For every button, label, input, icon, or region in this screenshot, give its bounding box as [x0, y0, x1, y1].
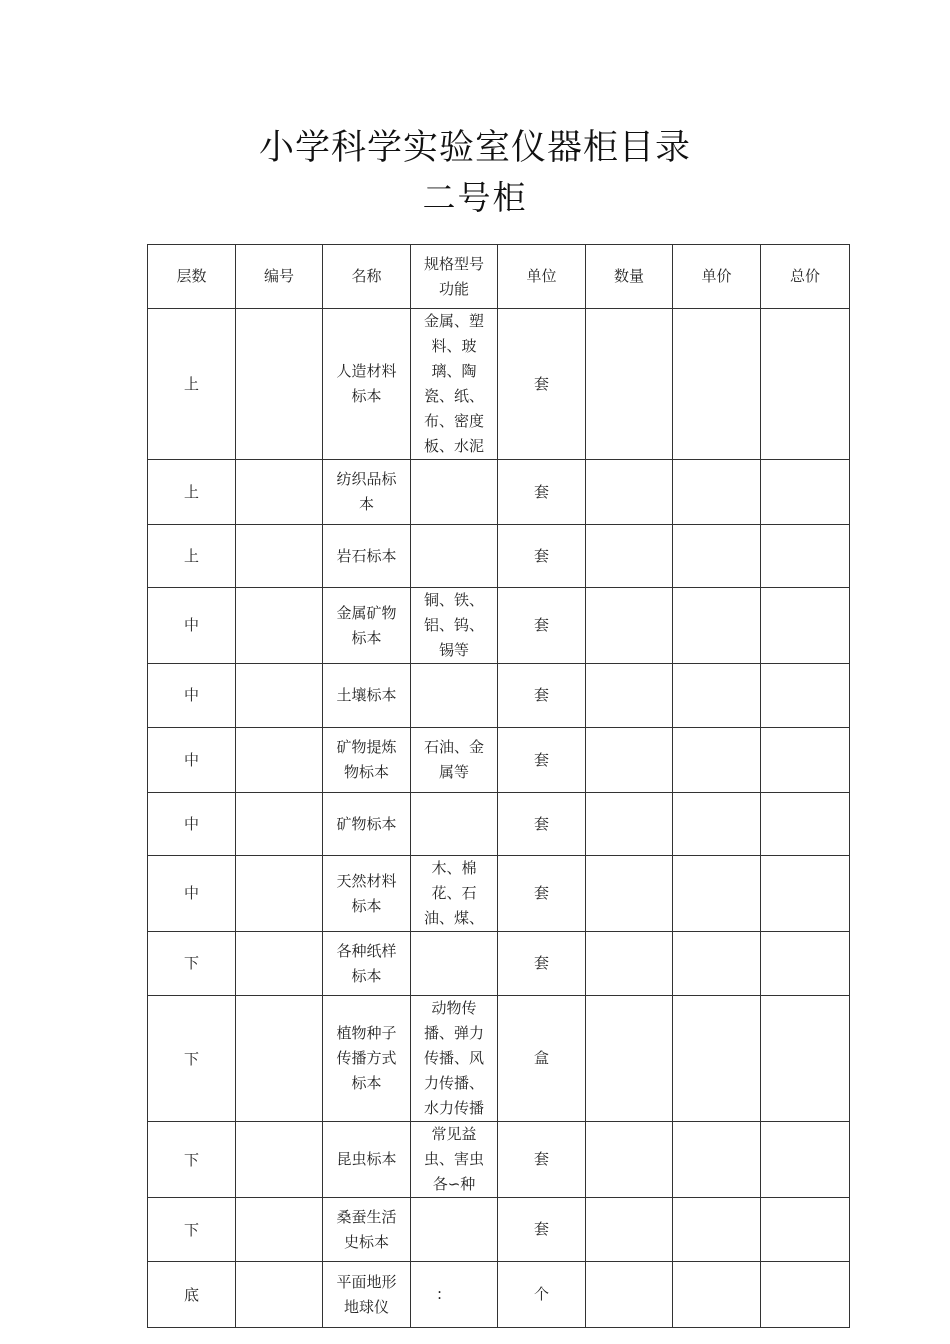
- cell-price: [673, 1198, 761, 1262]
- cell-unit: 套: [498, 664, 586, 728]
- cell-total: [761, 1262, 850, 1328]
- table-row: [148, 1198, 850, 1262]
- cell-total: [761, 856, 850, 932]
- cell-spec: [411, 460, 498, 525]
- cell-name: [323, 588, 411, 664]
- cell-code: [236, 728, 323, 793]
- cell-qty: [586, 856, 673, 932]
- cell-layer: 下: [148, 932, 236, 996]
- cell-price: [673, 996, 761, 1122]
- cell-total: [761, 1198, 850, 1262]
- header-layer: 层数: [148, 245, 236, 309]
- cell-spec: [411, 588, 498, 664]
- cell-spec: [411, 309, 498, 460]
- table-row: [148, 460, 850, 525]
- cell-total: [761, 932, 850, 996]
- cell-spec: [411, 996, 498, 1122]
- cell-qty: [586, 309, 673, 460]
- cell-layer: 下: [148, 1198, 236, 1262]
- document-subtitle: 二号柜: [422, 178, 528, 217]
- cell-qty: [586, 728, 673, 793]
- table-header-row: [148, 245, 850, 309]
- cell-qty: [586, 664, 673, 728]
- table-row: [148, 856, 850, 932]
- cell-spec-text: 金属、塑料、玻璃、陶瓷、纸、布、密度板、水泥: [423, 312, 484, 455]
- cell-name-text: 金属矿物标本: [336, 603, 397, 647]
- cell-name: [323, 932, 411, 996]
- cell-qty: [586, 1262, 673, 1328]
- cell-qty: [586, 1122, 673, 1198]
- cell-code: [236, 1122, 323, 1198]
- cell-layer: 中: [148, 856, 236, 932]
- document-title: 小学科学实验室仪器柜目录: [258, 128, 691, 168]
- cell-name-text: 矿物提炼物标本: [336, 738, 397, 781]
- cell-price: [673, 588, 761, 664]
- cell-code: [236, 1198, 323, 1262]
- table-row: [148, 996, 850, 1122]
- cell-spec: [411, 1198, 498, 1262]
- cell-unit: 套: [498, 728, 586, 793]
- cell-total: [761, 309, 850, 460]
- cell-layer: 上: [148, 525, 236, 588]
- cell-code: [236, 793, 323, 856]
- cell-name-text: 土壤标本: [336, 686, 397, 704]
- cell-unit: 套: [498, 1122, 586, 1198]
- cell-layer: 底: [148, 1262, 236, 1328]
- cell-unit: 套: [498, 460, 586, 525]
- table-row: [148, 793, 850, 856]
- cell-code: [236, 664, 323, 728]
- cell-name-text: 植物种子传播方式标本: [336, 1024, 397, 1092]
- cell-name-text: 各种纸样标本: [336, 941, 397, 985]
- cell-price: [673, 728, 761, 793]
- cell-name-text: 天然材料标本: [336, 871, 397, 915]
- cell-unit: 盒: [498, 996, 586, 1122]
- cell-price: [673, 793, 761, 856]
- table-row: [148, 1122, 850, 1198]
- cell-price: [673, 460, 761, 525]
- cell-layer: 中: [148, 728, 236, 793]
- cell-name-text: 岩石标本: [336, 546, 397, 565]
- cell-name-text: 桑蚕生活史标本: [336, 1207, 397, 1251]
- cell-spec: [411, 856, 498, 932]
- cell-spec-text: 动物传播、弹力传播、风力传播、水力传播: [423, 999, 484, 1117]
- cell-name: [323, 996, 411, 1122]
- cell-price: [673, 932, 761, 996]
- cell-total: [761, 996, 850, 1122]
- cell-unit: 套: [498, 309, 586, 460]
- cell-total: [761, 664, 850, 728]
- cell-name-text: 昆虫标本: [336, 1150, 397, 1168]
- header-qty: 数量: [586, 245, 673, 309]
- cell-spec: [411, 664, 498, 728]
- table-row: [148, 728, 850, 793]
- cell-name: [323, 1198, 411, 1262]
- cell-name: [323, 309, 411, 460]
- cell-qty: [586, 460, 673, 525]
- cell-code: [236, 309, 323, 460]
- cell-spec: [411, 1122, 498, 1198]
- cell-total: [761, 525, 850, 588]
- cell-total: [761, 1122, 850, 1198]
- cell-total: [761, 588, 850, 664]
- cell-layer: 下: [148, 996, 236, 1122]
- cell-name: [323, 525, 411, 588]
- header-name: 名称: [323, 245, 411, 309]
- cell-name: [323, 793, 411, 856]
- header-spec-text: 规格型号功能: [423, 254, 484, 298]
- cell-code: [236, 588, 323, 664]
- header-code: 编号: [236, 245, 323, 309]
- table-row: [148, 1262, 850, 1328]
- table-row: [148, 588, 850, 664]
- cell-name: [323, 460, 411, 525]
- cell-unit: 套: [498, 793, 586, 856]
- cell-name-text: 矿物标本: [336, 814, 397, 833]
- cell-unit: 套: [498, 856, 586, 932]
- cell-name-text: 人造材料标本: [336, 362, 397, 405]
- cell-qty: [586, 793, 673, 856]
- cell-price: [673, 664, 761, 728]
- cell-name: [323, 664, 411, 728]
- cell-qty: [586, 525, 673, 588]
- cell-unit: 套: [498, 932, 586, 996]
- header-price: 单价: [673, 245, 761, 309]
- cell-name-text: 平面地形地球仪: [336, 1272, 397, 1316]
- cell-qty: [586, 932, 673, 996]
- cell-total: [761, 728, 850, 793]
- cell-name: [323, 1262, 411, 1328]
- cell-layer: 中: [148, 664, 236, 728]
- cell-layer: 下: [148, 1122, 236, 1198]
- cell-unit: 个: [498, 1262, 586, 1328]
- cell-total: [761, 460, 850, 525]
- cell-layer: 中: [148, 588, 236, 664]
- cell-code: [236, 1262, 323, 1328]
- cell-spec-text: 木、棉花、石油、煤、: [423, 859, 484, 927]
- header-total: 总价: [761, 245, 850, 309]
- cell-price: [673, 1122, 761, 1198]
- cell-spec: [411, 525, 498, 588]
- cell-price: [673, 1262, 761, 1328]
- cell-unit: 套: [498, 525, 586, 588]
- cell-unit: 套: [498, 588, 586, 664]
- cell-layer: 上: [148, 460, 236, 525]
- header-unit: 单位: [498, 245, 586, 309]
- header-spec: [411, 245, 498, 309]
- instrument-catalog-table: [147, 244, 850, 1328]
- cell-spec: [411, 1262, 498, 1328]
- cell-name: [323, 856, 411, 932]
- cell-spec-text: 铜、铁、铝、钨、锡等: [423, 591, 484, 659]
- cell-code: [236, 996, 323, 1122]
- cell-name: [323, 1122, 411, 1198]
- cell-spec-text: :: [437, 1285, 443, 1303]
- cell-code: [236, 525, 323, 588]
- cell-layer: 上: [148, 309, 236, 460]
- cell-price: [673, 525, 761, 588]
- table-row: [148, 664, 850, 728]
- table-row: [148, 932, 850, 996]
- cell-code: [236, 460, 323, 525]
- cell-name: [323, 728, 411, 793]
- cell-spec: [411, 793, 498, 856]
- cell-spec-text: 石油、金属等: [423, 738, 484, 781]
- cell-name-text: 纺织品标本: [336, 470, 397, 513]
- cell-code: [236, 932, 323, 996]
- cell-unit: 套: [498, 1198, 586, 1262]
- table-row: [148, 309, 850, 460]
- cell-code: [236, 856, 323, 932]
- cell-spec: [411, 728, 498, 793]
- cell-qty: [586, 996, 673, 1122]
- cell-qty: [586, 588, 673, 664]
- cell-price: [673, 309, 761, 460]
- cell-total: [761, 793, 850, 856]
- cell-layer: 中: [148, 793, 236, 856]
- cell-spec-text: 常见益虫、害虫各∽种: [423, 1125, 484, 1193]
- cell-qty: [586, 1198, 673, 1262]
- cell-price: [673, 856, 761, 932]
- table-row: [148, 525, 850, 588]
- cell-spec: [411, 932, 498, 996]
